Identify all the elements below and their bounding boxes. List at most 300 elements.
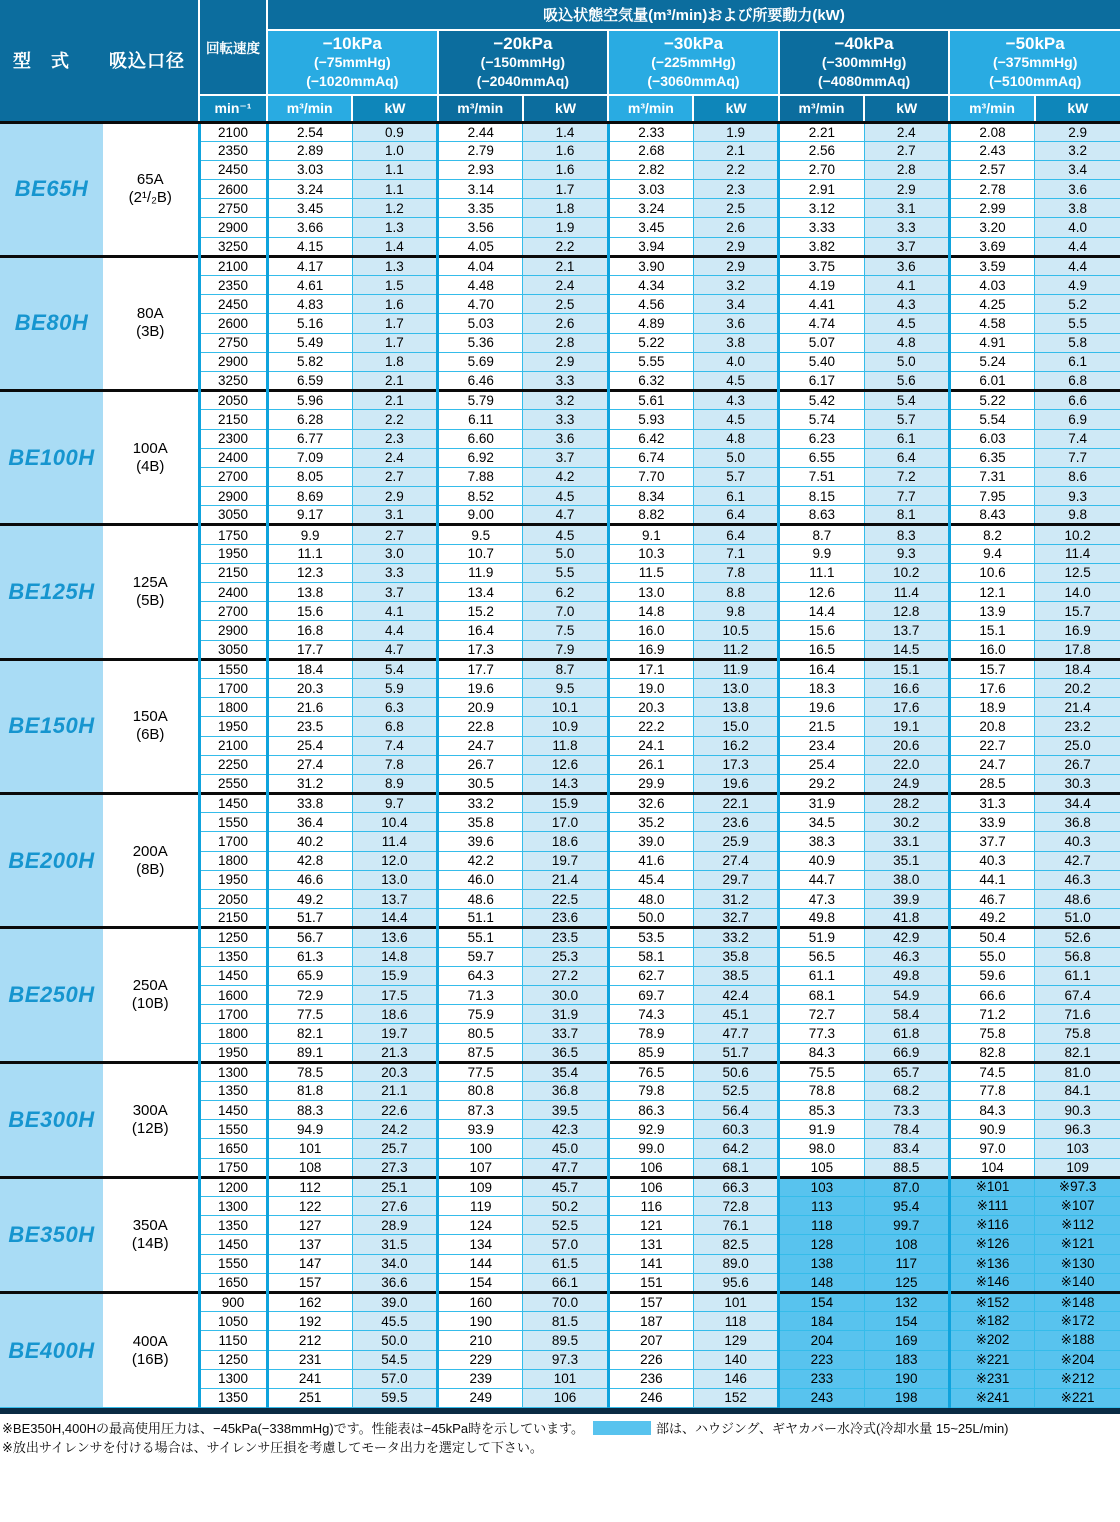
- flow-value-cell: 2.79: [438, 141, 523, 160]
- flow-value-cell: 71.3: [438, 985, 523, 1004]
- power-value-cell: 3.4: [693, 295, 778, 314]
- power-value-cell: 3.6: [523, 429, 608, 448]
- flow-value-cell: 26.7: [438, 755, 523, 774]
- speed-cell: 2150: [199, 909, 267, 928]
- flow-value-cell: 3.35: [438, 199, 523, 218]
- power-value-cell: 42.9: [864, 928, 949, 947]
- speed-cell: 2300: [199, 429, 267, 448]
- flow-value-cell: 78.8: [779, 1081, 864, 1100]
- flow-value-cell: 66.6: [949, 985, 1034, 1004]
- speed-cell: 2750: [199, 199, 267, 218]
- flow-value-cell: 231: [267, 1350, 352, 1369]
- flow-value-cell: 160: [438, 1292, 523, 1311]
- power-value-cell: 24.9: [864, 774, 949, 793]
- flow-value-cell: 10.7: [438, 544, 523, 563]
- power-value-cell: 4.5: [693, 371, 778, 390]
- power-value-cell: 9.5: [523, 678, 608, 697]
- power-value-cell: 4.1: [864, 276, 949, 295]
- flow-value-cell: ※111: [949, 1197, 1034, 1216]
- power-value-cell: 2.6: [523, 314, 608, 333]
- power-value-cell: 108: [864, 1235, 949, 1254]
- power-value-cell: 1.7: [523, 180, 608, 199]
- model-name: BE200H: [0, 794, 103, 928]
- flow-value-cell: 46.0: [438, 870, 523, 889]
- flow-value-cell: 157: [267, 1273, 352, 1292]
- flow-unit-label: m³/min: [267, 95, 352, 122]
- pressure-mmhg: (−375mmHg): [992, 54, 1078, 70]
- footnote-1-text-after-swatch: 部は、ハウジング、ギヤカバー水冷式(冷却水量 15~25L/min): [656, 1421, 1009, 1437]
- power-value-cell: 7.7: [864, 487, 949, 506]
- power-value-cell: 66.1: [523, 1273, 608, 1292]
- flow-value-cell: 49.2: [949, 909, 1034, 928]
- flow-value-cell: 91.9: [779, 1120, 864, 1139]
- power-value-cell: 118: [693, 1312, 778, 1331]
- flow-value-cell: 6.74: [608, 448, 693, 467]
- flow-value-cell: 42.8: [267, 851, 352, 870]
- bore-diameter: 400A: [132, 1332, 168, 1350]
- pressure-mmhg: (−300mmHg): [821, 54, 907, 70]
- flow-value-cell: 81.8: [267, 1081, 352, 1100]
- flow-value-cell: 48.0: [608, 890, 693, 909]
- flow-value-cell: 16.4: [779, 659, 864, 678]
- model-name: BE350H: [0, 1177, 103, 1292]
- flow-value-cell: 121: [608, 1216, 693, 1235]
- power-value-cell: 1.3: [352, 256, 437, 275]
- power-value-cell: 5.2: [1035, 295, 1120, 314]
- model-name: BE300H: [0, 1062, 103, 1177]
- power-value-cell: 4.4: [352, 621, 437, 640]
- flow-value-cell: 31.9: [779, 794, 864, 813]
- flow-value-cell: 51.9: [779, 928, 864, 947]
- flow-value-cell: 14.8: [608, 602, 693, 621]
- power-value-cell: 97.3: [523, 1350, 608, 1369]
- power-value-cell: 2.9: [523, 352, 608, 371]
- power-value-cell: 7.8: [352, 755, 437, 774]
- flow-value-cell: 11.5: [608, 563, 693, 582]
- power-value-cell: 1.4: [352, 237, 437, 256]
- power-value-cell: 3.3: [864, 218, 949, 237]
- power-value-cell: 2.9: [693, 237, 778, 256]
- power-value-cell: 99.7: [864, 1216, 949, 1235]
- power-value-cell: 41.8: [864, 909, 949, 928]
- flow-value-cell: 5.55: [608, 352, 693, 371]
- power-value-cell: 22.1: [693, 794, 778, 813]
- power-value-cell: 15.1: [864, 659, 949, 678]
- flow-value-cell: 28.5: [949, 774, 1034, 793]
- power-value-cell: 76.1: [693, 1216, 778, 1235]
- flow-value-cell: 26.1: [608, 755, 693, 774]
- speed-cell: 2750: [199, 333, 267, 352]
- power-value-cell: 31.5: [352, 1235, 437, 1254]
- speed-cell: 1550: [199, 659, 267, 678]
- power-value-cell: 7.4: [352, 736, 437, 755]
- flow-value-cell: 61.3: [267, 947, 352, 966]
- power-value-cell: 2.2: [523, 237, 608, 256]
- flow-value-cell: 4.34: [608, 276, 693, 295]
- speed-cell: 2450: [199, 160, 267, 179]
- pressure-kpa: −40kPa: [834, 34, 894, 53]
- power-value-cell: 23.6: [523, 909, 608, 928]
- flow-value-cell: 59.6: [949, 966, 1034, 985]
- flow-value-cell: 3.59: [949, 256, 1034, 275]
- flow-value-cell: 233: [779, 1369, 864, 1388]
- flow-value-cell: 25.4: [779, 755, 864, 774]
- pressure-group-10kpa: [267, 30, 438, 95]
- power-value-cell: 3.3: [352, 563, 437, 582]
- power-value-cell: 1.1: [352, 160, 437, 179]
- power-value-cell: ※140: [1035, 1273, 1120, 1292]
- power-value-cell: 33.1: [864, 832, 949, 851]
- speed-cell: 1350: [199, 1081, 267, 1100]
- power-value-cell: 15.7: [1035, 602, 1120, 621]
- flow-value-cell: 17.6: [949, 678, 1034, 697]
- flow-value-cell: 33.9: [949, 813, 1034, 832]
- flow-value-cell: 15.7: [949, 659, 1034, 678]
- power-value-cell: 5.5: [523, 563, 608, 582]
- flow-value-cell: 236: [608, 1369, 693, 1388]
- flow-value-cell: 72.7: [779, 1005, 864, 1024]
- flow-value-cell: 8.63: [779, 506, 864, 525]
- power-value-cell: 2.2: [352, 410, 437, 429]
- power-value-cell: 125: [864, 1273, 949, 1292]
- flow-value-cell: 239: [438, 1369, 523, 1388]
- power-value-cell: 90.3: [1035, 1101, 1120, 1120]
- flow-value-cell: 4.58: [949, 314, 1034, 333]
- power-value-cell: 50.0: [352, 1331, 437, 1350]
- power-value-cell: 46.3: [864, 947, 949, 966]
- flow-value-cell: 5.54: [949, 410, 1034, 429]
- speed-cell: 1600: [199, 985, 267, 1004]
- flow-value-cell: 116: [608, 1197, 693, 1216]
- flow-value-cell: 13.0: [608, 583, 693, 602]
- power-value-cell: 2.3: [693, 180, 778, 199]
- flow-value-cell: 20.8: [949, 717, 1034, 736]
- flow-value-cell: 98.0: [779, 1139, 864, 1158]
- bore-diameter: 80A: [136, 305, 164, 323]
- power-value-cell: 10.9: [523, 717, 608, 736]
- speed-cell: 1800: [199, 698, 267, 717]
- power-value-cell: 25.7: [352, 1139, 437, 1158]
- power-value-cell: 2.4: [523, 276, 608, 295]
- power-value-cell: 10.2: [1035, 525, 1120, 544]
- flow-value-cell: 74.5: [949, 1062, 1034, 1081]
- flow-value-cell: 51.7: [267, 909, 352, 928]
- power-value-cell: 7.0: [523, 602, 608, 621]
- data-row: [0, 659, 1120, 678]
- power-value-cell: 5.0: [523, 544, 608, 563]
- speed-cell: 1950: [199, 717, 267, 736]
- bore-size: [103, 391, 199, 525]
- flow-value-cell: 16.8: [267, 621, 352, 640]
- flow-value-cell: 39.6: [438, 832, 523, 851]
- power-value-cell: 5.0: [693, 448, 778, 467]
- flow-value-cell: 4.83: [267, 295, 352, 314]
- flow-value-cell: 9.4: [949, 544, 1034, 563]
- power-value-cell: 140: [693, 1350, 778, 1369]
- flow-unit-label: m³/min: [608, 95, 693, 122]
- power-value-cell: 3.6: [864, 256, 949, 275]
- flow-value-cell: 16.0: [608, 621, 693, 640]
- flow-value-cell: 55.1: [438, 928, 523, 947]
- flow-value-cell: 3.14: [438, 180, 523, 199]
- flow-value-cell: 50.0: [608, 909, 693, 928]
- power-value-cell: 31.9: [523, 1005, 608, 1024]
- power-unit-label: kW: [1035, 95, 1120, 122]
- flow-value-cell: 3.45: [608, 218, 693, 237]
- flow-value-cell: 3.24: [608, 199, 693, 218]
- speed-cell: 1350: [199, 1216, 267, 1235]
- power-value-cell: 21.4: [523, 870, 608, 889]
- flow-value-cell: 3.94: [608, 237, 693, 256]
- flow-value-cell: 7.09: [267, 448, 352, 467]
- power-value-cell: 45.0: [523, 1139, 608, 1158]
- power-value-cell: 3.2: [523, 391, 608, 410]
- flow-value-cell: 8.15: [779, 487, 864, 506]
- flow-value-cell: 17.1: [608, 659, 693, 678]
- power-value-cell: 4.5: [523, 525, 608, 544]
- flow-value-cell: 9.5: [438, 525, 523, 544]
- power-value-cell: 117: [864, 1254, 949, 1273]
- power-value-cell: 2.5: [693, 199, 778, 218]
- speed-cell: 1350: [199, 947, 267, 966]
- power-value-cell: 88.5: [864, 1158, 949, 1177]
- power-value-cell: 19.1: [864, 717, 949, 736]
- flow-value-cell: 5.36: [438, 333, 523, 352]
- power-value-cell: 2.9: [693, 256, 778, 275]
- speed-cell: 2900: [199, 487, 267, 506]
- flow-value-cell: 4.48: [438, 276, 523, 295]
- flow-value-cell: 27.4: [267, 755, 352, 774]
- power-value-cell: 14.3: [523, 774, 608, 793]
- flow-value-cell: 80.8: [438, 1081, 523, 1100]
- power-unit-label: kW: [693, 95, 778, 122]
- flow-value-cell: 7.70: [608, 467, 693, 486]
- power-value-cell: 13.7: [352, 890, 437, 909]
- speed-cell: 1200: [199, 1177, 267, 1196]
- flow-value-cell: 6.46: [438, 371, 523, 390]
- speed-cell: 1800: [199, 1024, 267, 1043]
- power-value-cell: 36.5: [523, 1043, 608, 1062]
- model-name: BE80H: [0, 256, 103, 390]
- power-value-cell: 6.9: [1035, 410, 1120, 429]
- power-value-cell: 5.4: [352, 659, 437, 678]
- power-value-cell: 61.1: [1035, 966, 1120, 985]
- flow-value-cell: 2.89: [267, 141, 352, 160]
- power-value-cell: 19.7: [523, 851, 608, 870]
- flow-value-cell: 17.7: [267, 640, 352, 659]
- flow-value-cell: 15.6: [779, 621, 864, 640]
- flow-value-cell: 246: [608, 1388, 693, 1407]
- data-row: [0, 928, 1120, 947]
- power-value-cell: 9.3: [1035, 487, 1120, 506]
- flow-value-cell: 36.4: [267, 813, 352, 832]
- power-value-cell: 52.5: [693, 1081, 778, 1100]
- power-value-cell: 13.0: [352, 870, 437, 889]
- bore-diameter: 350A: [132, 1216, 168, 1234]
- power-value-cell: 95.6: [693, 1273, 778, 1292]
- speed-cell: 1300: [199, 1197, 267, 1216]
- flow-value-cell: 5.93: [608, 410, 693, 429]
- power-value-cell: 31.2: [693, 890, 778, 909]
- flow-value-cell: 3.56: [438, 218, 523, 237]
- power-value-cell: 3.7: [352, 583, 437, 602]
- flow-value-cell: ※231: [949, 1369, 1034, 1388]
- flow-value-cell: 8.34: [608, 487, 693, 506]
- power-value-cell: 6.3: [352, 698, 437, 717]
- flow-value-cell: 6.35: [949, 448, 1034, 467]
- power-value-cell: 71.6: [1035, 1005, 1120, 1024]
- flow-value-cell: 5.22: [949, 391, 1034, 410]
- flow-value-cell: 8.2: [949, 525, 1034, 544]
- speed-cell: 1450: [199, 1101, 267, 1120]
- power-value-cell: 2.8: [864, 160, 949, 179]
- pressure-mmaq: (−5100mmAq): [989, 73, 1082, 89]
- power-value-cell: 3.4: [1035, 160, 1120, 179]
- flow-value-cell: 106: [608, 1177, 693, 1196]
- power-value-cell: 4.4: [1035, 256, 1120, 275]
- flow-value-cell: 44.1: [949, 870, 1034, 889]
- power-value-cell: ※130: [1035, 1254, 1120, 1273]
- power-value-cell: 65.7: [864, 1062, 949, 1081]
- power-value-cell: 3.8: [693, 333, 778, 352]
- power-value-cell: 26.7: [1035, 755, 1120, 774]
- power-value-cell: 2.9: [1035, 122, 1120, 141]
- speed-cell: 2350: [199, 276, 267, 295]
- flow-value-cell: 50.4: [949, 928, 1034, 947]
- speed-cell: 2050: [199, 890, 267, 909]
- table-title: 吸込状態空気量(m³/min)および所要動力(kW): [267, 0, 1120, 30]
- power-value-cell: 27.4: [693, 851, 778, 870]
- flow-value-cell: 13.4: [438, 583, 523, 602]
- flow-value-cell: 6.55: [779, 448, 864, 467]
- flow-value-cell: 17.3: [438, 640, 523, 659]
- flow-value-cell: 122: [267, 1197, 352, 1216]
- power-value-cell: 23.2: [1035, 717, 1120, 736]
- power-value-cell: 1.9: [523, 218, 608, 237]
- power-value-cell: 56.4: [693, 1101, 778, 1120]
- power-value-cell: 7.4: [1035, 429, 1120, 448]
- bore-diameter: 65A: [136, 171, 164, 189]
- flow-value-cell: 8.43: [949, 506, 1034, 525]
- power-value-cell: 17.3: [693, 755, 778, 774]
- power-value-cell: 6.8: [352, 717, 437, 736]
- speed-cell: 2050: [199, 391, 267, 410]
- speed-cell: 1750: [199, 525, 267, 544]
- power-value-cell: 30.0: [523, 985, 608, 1004]
- pressure-mmaq: (−4080mmAq): [817, 73, 911, 89]
- bore-diameter: 200A: [132, 842, 168, 860]
- pressure-kpa: −30kPa: [663, 34, 724, 53]
- power-value-cell: 2.5: [523, 295, 608, 314]
- flow-value-cell: 10.6: [949, 563, 1034, 582]
- power-value-cell: 82.5: [693, 1235, 778, 1254]
- power-value-cell: 13.7: [864, 621, 949, 640]
- flow-value-cell: 24.1: [608, 736, 693, 755]
- speed-cell: 1700: [199, 1005, 267, 1024]
- power-value-cell: 6.1: [1035, 352, 1120, 371]
- model-name: BE150H: [0, 659, 103, 793]
- flow-value-cell: 124: [438, 1216, 523, 1235]
- power-value-cell: 42.7: [1035, 851, 1120, 870]
- header-bore-label: 吸込口径: [109, 51, 185, 72]
- power-value-cell: 70.0: [523, 1292, 608, 1311]
- power-value-cell: 35.4: [523, 1062, 608, 1081]
- power-value-cell: 18.6: [352, 1005, 437, 1024]
- model-name: BE250H: [0, 928, 103, 1062]
- power-value-cell: 1.1: [352, 180, 437, 199]
- power-value-cell: 82.1: [1035, 1043, 1120, 1062]
- speed-cell: 1550: [199, 1120, 267, 1139]
- power-value-cell: 17.0: [523, 813, 608, 832]
- flow-value-cell: 100: [438, 1139, 523, 1158]
- speed-cell: 2250: [199, 755, 267, 774]
- flow-unit-label: m³/min: [949, 95, 1034, 122]
- power-value-cell: 47.7: [523, 1158, 608, 1177]
- flow-value-cell: ※101: [949, 1177, 1034, 1196]
- power-value-cell: 57.0: [352, 1369, 437, 1388]
- speed-cell: 1350: [199, 1388, 267, 1407]
- power-value-cell: 11.9: [693, 659, 778, 678]
- speed-cell: 1550: [199, 813, 267, 832]
- power-value-cell: 1.7: [352, 333, 437, 352]
- power-value-cell: 14.0: [1035, 583, 1120, 602]
- power-value-cell: ※112: [1035, 1216, 1120, 1235]
- flow-value-cell: 184: [779, 1312, 864, 1331]
- flow-value-cell: 9.17: [267, 506, 352, 525]
- flow-value-cell: ※202: [949, 1331, 1034, 1350]
- power-value-cell: 11.2: [693, 640, 778, 659]
- power-value-cell: 10.5: [693, 621, 778, 640]
- power-value-cell: 35.1: [864, 851, 949, 870]
- power-value-cell: 36.8: [1035, 813, 1120, 832]
- flow-value-cell: 44.7: [779, 870, 864, 889]
- power-value-cell: 29.7: [693, 870, 778, 889]
- power-value-cell: 152: [693, 1388, 778, 1407]
- power-value-cell: 34.4: [1035, 794, 1120, 813]
- power-value-cell: 56.8: [1035, 947, 1120, 966]
- bore-diameter: 100A: [132, 439, 168, 457]
- power-value-cell: 7.5: [523, 621, 608, 640]
- power-value-cell: 15.9: [352, 966, 437, 985]
- data-row: [0, 1062, 1120, 1081]
- flow-value-cell: 29.9: [608, 774, 693, 793]
- bore-diameter: 300A: [132, 1101, 168, 1119]
- power-value-cell: 6.4: [864, 448, 949, 467]
- flow-value-cell: 154: [779, 1292, 864, 1311]
- flow-value-cell: 162: [267, 1292, 352, 1311]
- power-value-cell: 25.1: [352, 1177, 437, 1196]
- flow-value-cell: 53.5: [608, 928, 693, 947]
- power-value-cell: 58.4: [864, 1005, 949, 1024]
- bore-diameter: 125A: [132, 574, 168, 592]
- data-row: [0, 122, 1120, 141]
- flow-value-cell: 20.3: [608, 698, 693, 717]
- flow-value-cell: 15.1: [949, 621, 1034, 640]
- speed-cell: 1550: [199, 1254, 267, 1273]
- flow-value-cell: 87.5: [438, 1043, 523, 1062]
- bore-inches: (12B): [131, 1119, 169, 1137]
- flow-value-cell: 45.4: [608, 870, 693, 889]
- power-value-cell: 5.0: [864, 352, 949, 371]
- flow-value-cell: 8.05: [267, 467, 352, 486]
- power-value-cell: 17.8: [1035, 640, 1120, 659]
- power-value-cell: 89.0: [693, 1254, 778, 1273]
- power-value-cell: 39.0: [352, 1292, 437, 1311]
- speed-cell: 2900: [199, 352, 267, 371]
- power-value-cell: 22.6: [352, 1101, 437, 1120]
- power-value-cell: 96.3: [1035, 1120, 1120, 1139]
- power-value-cell: 3.6: [1035, 180, 1120, 199]
